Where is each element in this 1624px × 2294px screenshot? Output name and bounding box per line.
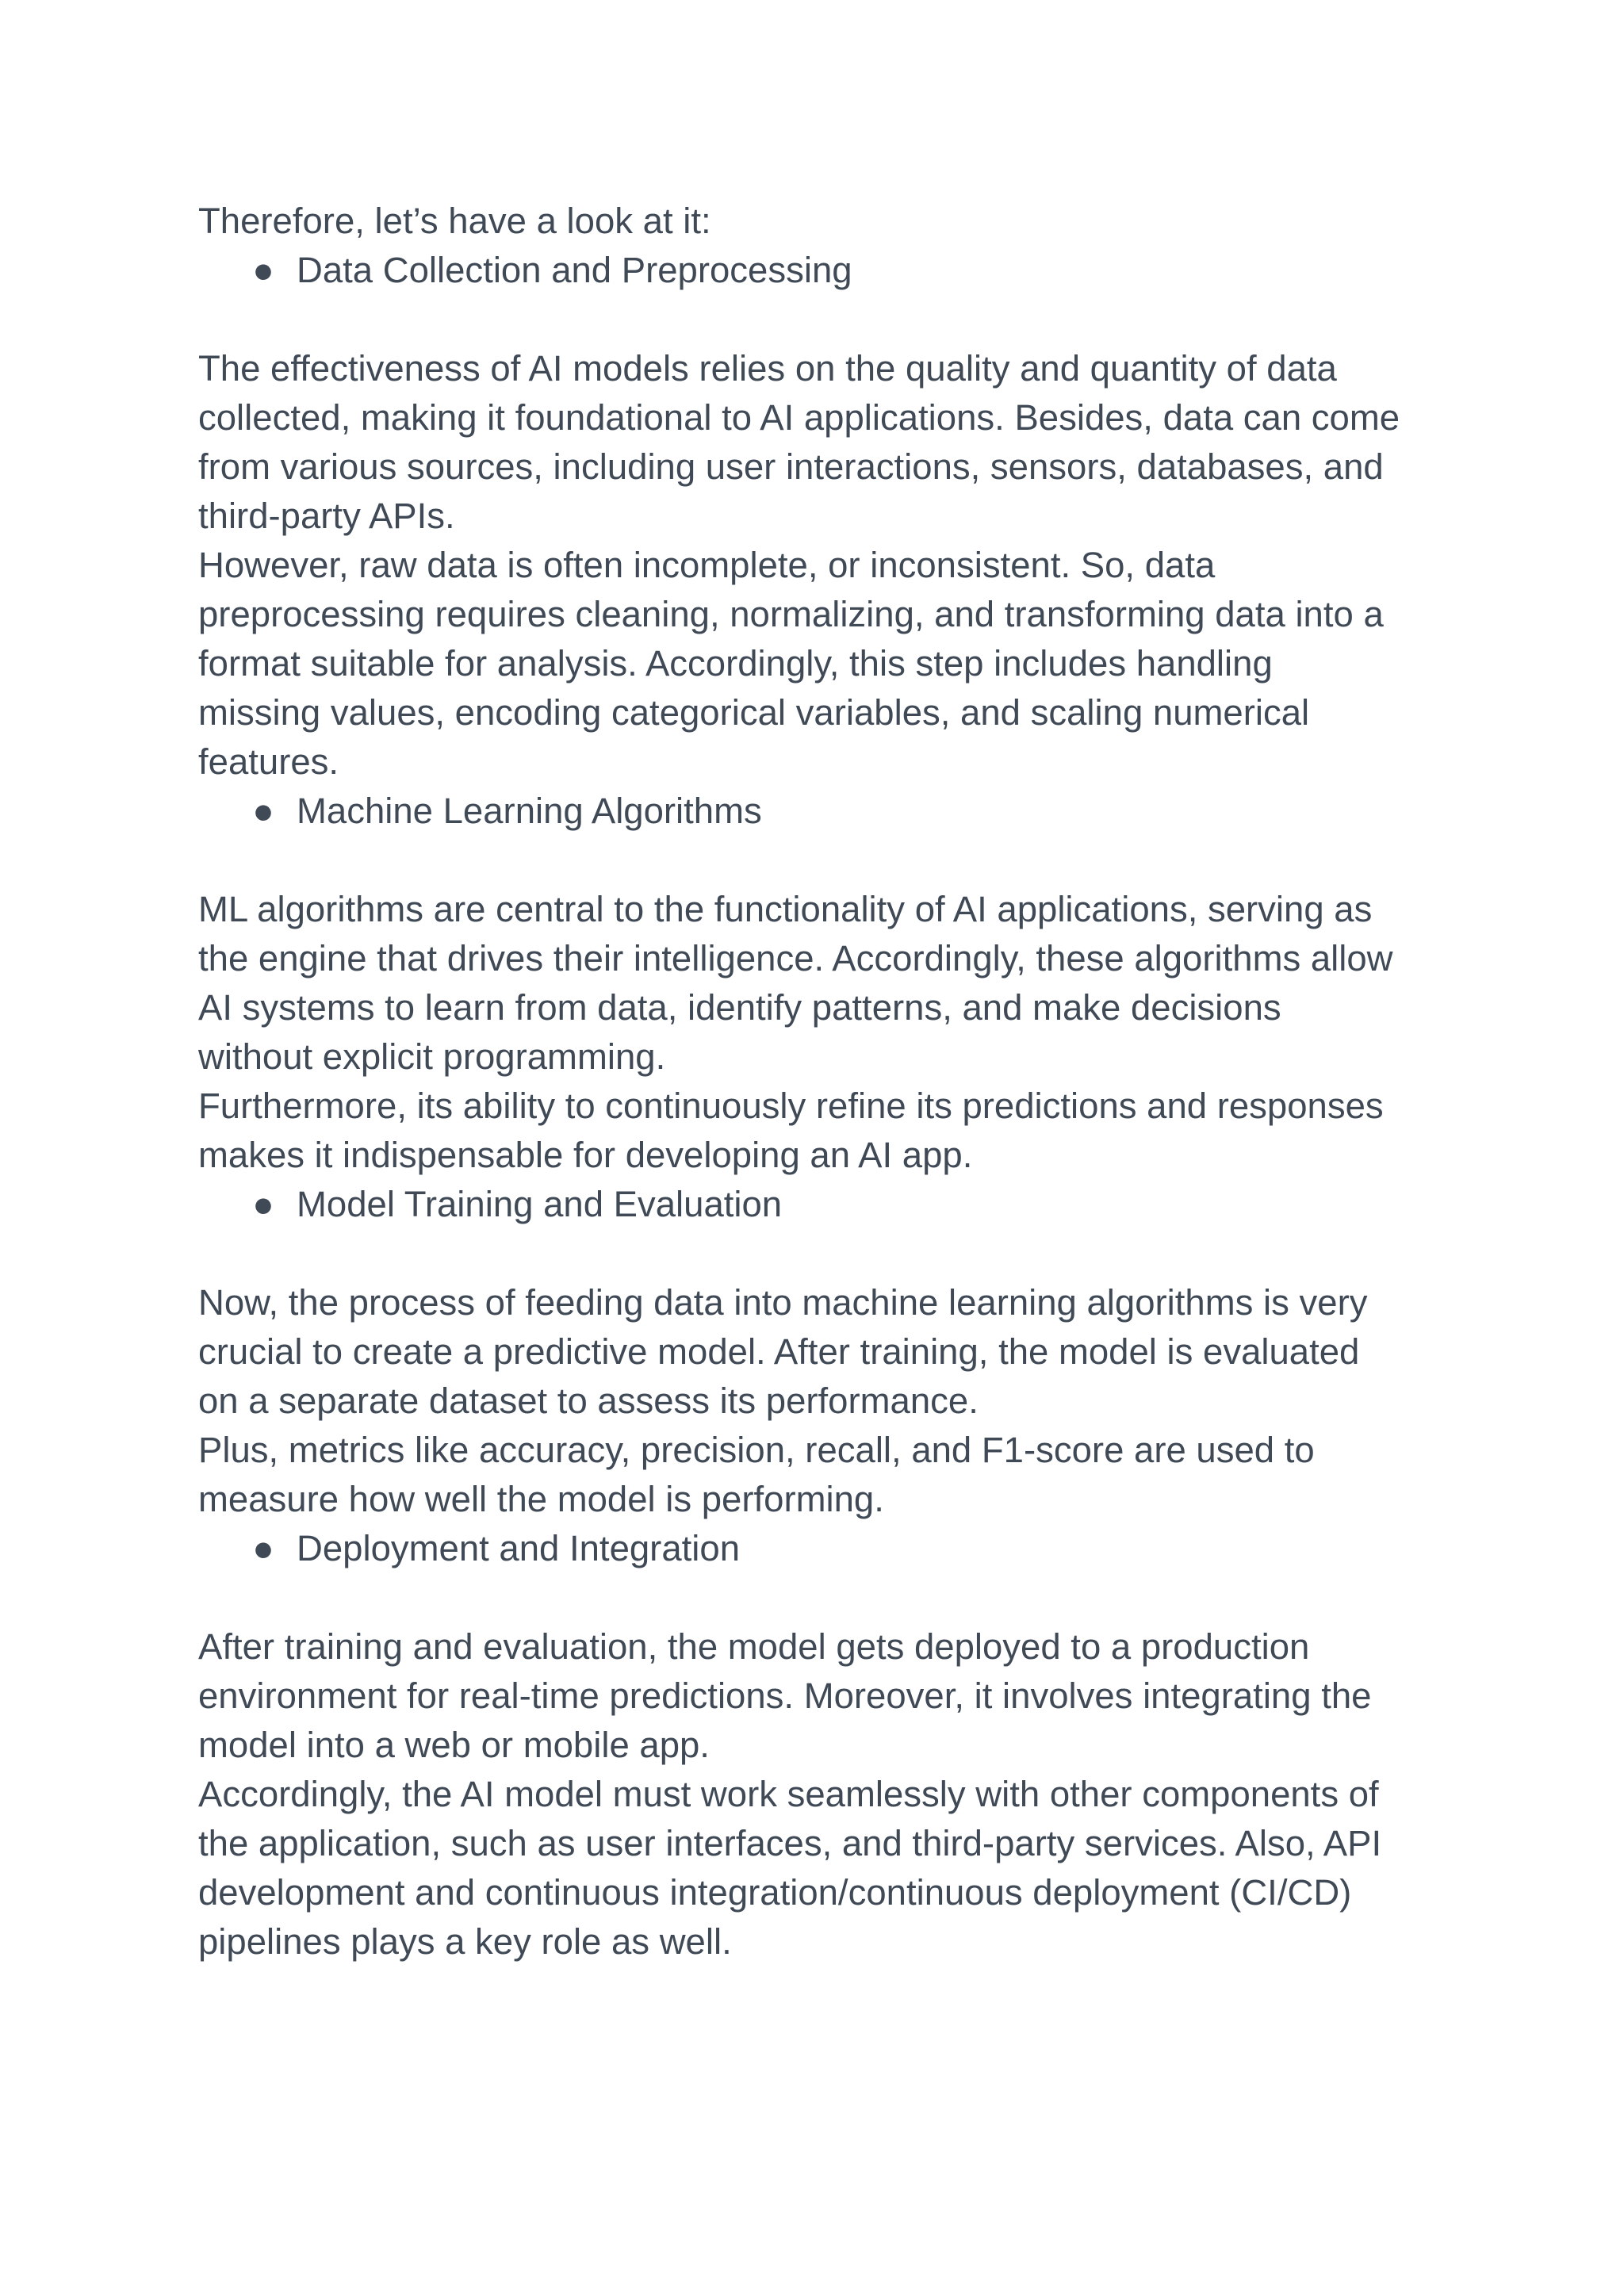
bullet-heading: Data Collection and Preprocessing [297,250,852,290]
intro-text: Therefore, let’s have a look at it: [198,201,711,241]
paragraph-line: Accordingly, the AI model must work seamlessly with other components of [198,1774,1379,1814]
paragraph-line: Plus, metrics like accuracy, precision, recall, and F1-score are used to [198,1430,1315,1470]
bullet-heading: Model Training and Evaluation [297,1184,783,1224]
paragraph-line: missing values, encoding categorical variables, and scaling numerical [198,692,1310,733]
paragraph-line: measure how well the model is performing. [198,1479,884,1519]
paragraph-line: ML algorithms are central to the functionality of AI applications, serving as [198,889,1373,929]
section-data-collection [198,246,1451,787]
spacer [198,836,1451,885]
paragraph-line: without explicit programming. [198,1036,666,1077]
section-ml-algorithms [198,787,1451,1180]
bullet-icon: ● [252,1184,274,1224]
section-model-training [198,1180,1451,1524]
bullet-heading: Machine Learning Algorithms [297,791,762,831]
bullet-item [198,1180,1451,1229]
bullet-heading: Deployment and Integration [297,1528,740,1568]
paragraph-line: pipelines plays a key role as well. [198,1921,732,1962]
bullet-item [198,787,1451,836]
paragraph-line: crucial to create a predictive model. After training, the model is evaluated [198,1331,1360,1372]
paragraph-line: from various sources, including user interactions, sensors, databases, and [198,446,1384,487]
paragraph-line: collected, making it foundational to AI applications. Besides, data can come [198,397,1400,438]
paragraph-line: model into a web or mobile app. [198,1725,710,1765]
paragraph-line: However, raw data is often incomplete, or inconsistent. So, data [198,545,1216,585]
bullet-icon: ● [252,1528,274,1568]
paragraph-line: makes it indispensable for developing an AI app. [198,1135,973,1175]
paragraph-line: on a separate dataset to assess its performance. [198,1381,979,1421]
paragraph-line: third-party APIs. [198,496,455,536]
paragraph-line: environment for real-time predictions. Moreover, it involves integrating the [198,1676,1372,1716]
paragraph-line: format suitable for analysis. Accordingly, this step includes handling [198,643,1273,684]
spacer [198,1229,1451,1278]
paragraph-line: Furthermore, its ability to continuously refine its predictions and responses [198,1086,1384,1126]
document-page [198,197,1451,1967]
paragraph-line: preprocessing requires cleaning, normalizing, and transforming data into a [198,594,1384,634]
bullet-item [198,246,1451,295]
paragraph-line: the engine that drives their intelligence. Accordingly, these algorithms allow [198,938,1393,978]
bullet-icon: ● [252,250,274,290]
paragraph-line: The effectiveness of AI models relies on the quality and quantity of data [198,348,1337,389]
bullet-item [198,1524,1451,1573]
spacer [198,295,1451,344]
paragraph-line: features. [198,741,339,782]
paragraph-line: development and continuous integration/continuous deployment (CI/CD) [198,1872,1352,1913]
paragraph-line: Now, the process of feeding data into machine learning algorithms is very [198,1282,1368,1323]
paragraph-line: AI systems to learn from data, identify patterns, and make decisions [198,987,1281,1028]
paragraph-line: After training and evaluation, the model gets deployed to a production [198,1626,1310,1667]
spacer [198,1573,1451,1622]
bullet-icon: ● [252,791,274,831]
paragraph-line: the application, such as user interfaces, and third-party services. Also, API [198,1823,1382,1863]
section-deployment [198,1524,1451,1967]
